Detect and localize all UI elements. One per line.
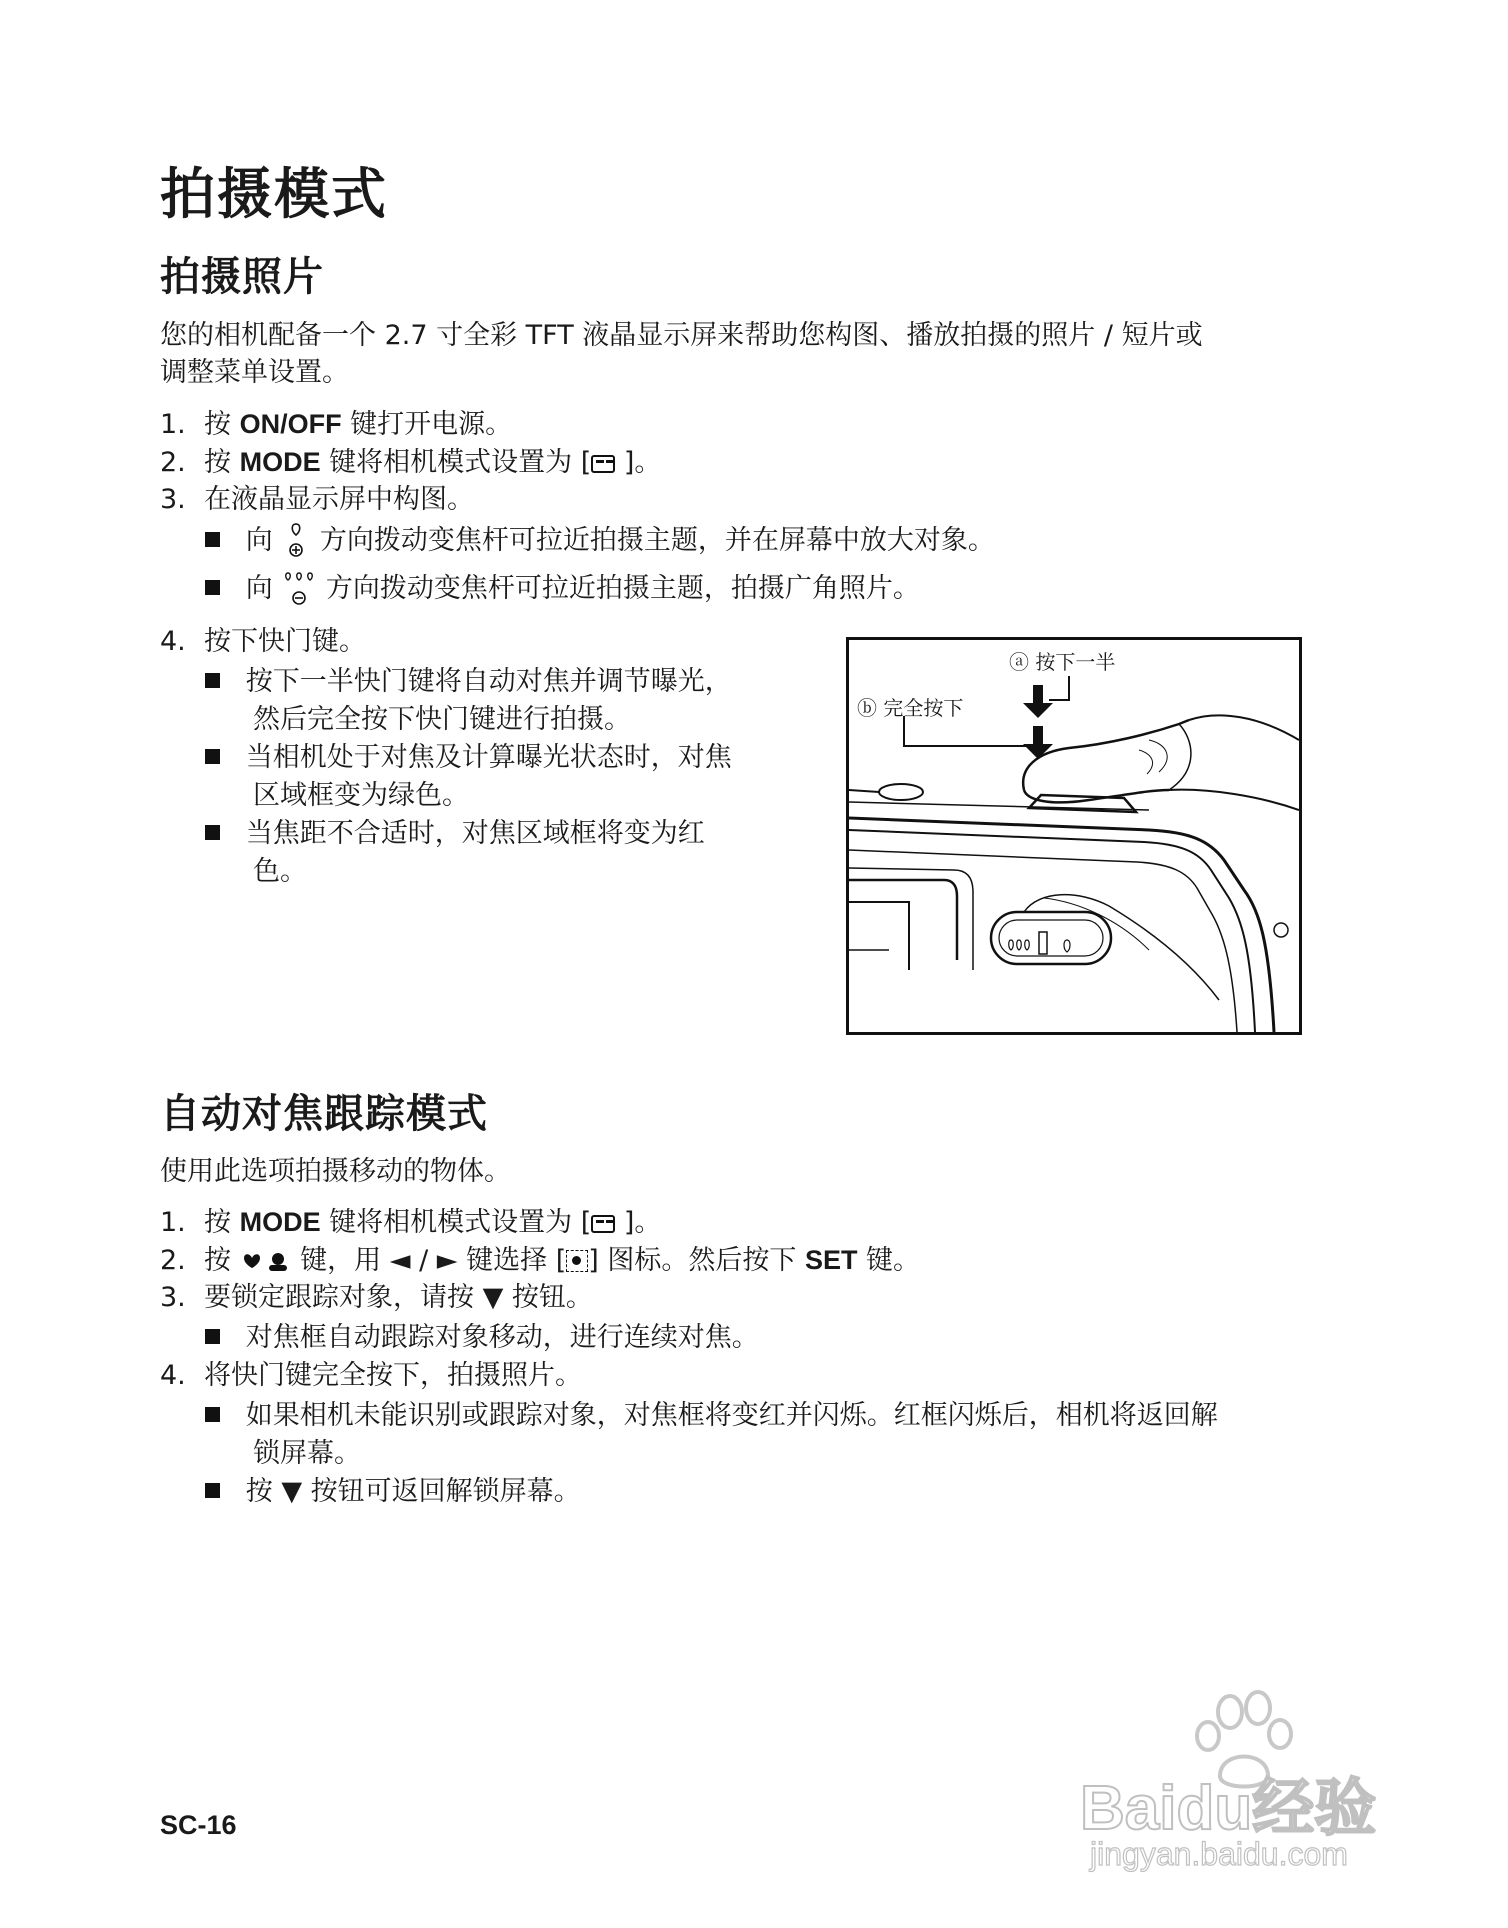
mode-key-label: MODE [239, 1207, 321, 1237]
page-number: SC-16 [160, 1810, 237, 1840]
step-number: 1. [160, 1207, 186, 1238]
step-4-bullet-3 [205, 815, 705, 853]
step-text: ] 图标。然后按下 [588, 1245, 805, 1276]
step-4 [160, 623, 366, 661]
bullet-square-icon [205, 1483, 220, 1498]
bullet-text: 方向拨动变焦杆可拉近拍摄主题，拍摄广角照片。 [317, 573, 920, 604]
step-text: 键将相机模式设置为 [ [320, 1207, 592, 1238]
s2-step-4-bullet-1 [205, 1397, 1218, 1435]
on-off-key-label: ON/OFF [239, 409, 342, 439]
step-number: 4. [160, 626, 186, 657]
step-text: ]。 [615, 1207, 662, 1238]
bullet-square-icon [205, 532, 220, 547]
s2-step-4-bullet-1-cont: 锁屏幕。 [253, 1438, 361, 1469]
step-text: 按 [204, 1207, 240, 1238]
bullet-square-icon [205, 673, 220, 688]
step-number: 3. [160, 484, 186, 515]
bullet-text: 当相机处于对焦及计算曝光状态时，对焦 [245, 742, 732, 773]
bullet-text: 按 ▼ 按钮可返回解锁屏幕。 [245, 1476, 581, 1507]
full-press-label: ⓑ 完全按下 [857, 696, 964, 720]
step-text: 键打开电源。 [341, 409, 513, 440]
shutter-press-figure [846, 637, 1302, 1035]
step-text: 键，用 ◄ / ► 键选择 [ [291, 1245, 567, 1276]
step-number: 1. [160, 409, 186, 440]
macro-face-icon [240, 1245, 292, 1283]
step-text: 要锁定跟踪对象，请按 ▼ 按钮。 [204, 1282, 593, 1313]
step-3-bullet-1 [205, 521, 995, 560]
set-key-label: SET [804, 1245, 858, 1275]
section-heading-af-tracking: 自动对焦跟踪模式 [160, 1091, 488, 1137]
step-text: ]。 [615, 447, 662, 478]
s2-step-3-bullet-1 [205, 1319, 759, 1357]
bullet-text: 当焦距不合适时，对焦区域框将变为红 [245, 818, 705, 849]
zoom-tele-icon [281, 521, 311, 559]
intro-line-1: 您的相机配备一个 2.7 寸全彩 TFT 液晶显示屏来帮助您构图、播放拍摄的照片 / 短片或 [160, 320, 1203, 351]
step-number: 3. [160, 1282, 186, 1313]
mode-key-label: MODE [239, 447, 321, 477]
intro-line-2: 调整菜单设置。 [160, 357, 349, 388]
s2-step-1 [160, 1203, 661, 1242]
bullet-square-icon [205, 749, 220, 764]
step-1 [160, 405, 512, 444]
section2-intro: 使用此选项拍摄移动的物体。 [160, 1156, 511, 1187]
s2-step-4-bullet-2 [205, 1473, 581, 1511]
bullet-text: 如果相机未能识别或跟踪对象，对焦框将变红并闪烁。红框闪烁后，相机将返回解 [245, 1400, 1218, 1431]
step-text: 将快门键完全按下，拍摄照片。 [204, 1360, 582, 1391]
bullet-square-icon [205, 1407, 220, 1422]
bullet-text: 对焦框自动跟踪对象移动，进行连续对焦。 [245, 1322, 759, 1353]
step-2 [160, 443, 661, 482]
step-4-bullet-3-cont: 色。 [253, 856, 307, 887]
section-heading-photo: 拍摄照片 [160, 254, 324, 300]
step-text: 在液晶显示屏中构图。 [204, 484, 474, 515]
step-4-bullet-1-cont: 然后完全按下快门键进行拍摄。 [253, 704, 631, 735]
step-3-bullet-2 [205, 569, 920, 608]
watermark-url: jingyan.baidu.com [1090, 1836, 1348, 1872]
step-text: 键。 [857, 1245, 921, 1276]
half-press-label: ⓐ 按下一半 [1009, 650, 1116, 674]
page-title: 拍摄模式 [160, 162, 389, 226]
step-text: 按 [204, 447, 240, 478]
bullet-text: 向 [245, 525, 282, 556]
af-tracking-icon [566, 1250, 588, 1272]
bullet-text: 向 [245, 573, 282, 604]
step-text: 按 [204, 409, 240, 440]
step-4-bullet-2-cont: 区域框变为绿色。 [253, 780, 469, 811]
bullet-square-icon [205, 580, 220, 595]
step-number: 2. [160, 447, 186, 478]
s2-step-2 [160, 1241, 920, 1283]
zoom-wide-icon [281, 569, 317, 607]
bullet-square-icon [205, 825, 220, 840]
step-4-bullet-2 [205, 739, 732, 777]
step-4-bullet-1 [205, 663, 732, 701]
bullet-text: 方向拨动变焦杆可拉近拍摄主题，并在屏幕中放大对象。 [311, 525, 995, 556]
camera-mode-icon [591, 1215, 615, 1233]
bullet-text: 按下一半快门键将自动对焦并调节曝光， [245, 666, 732, 697]
watermark-brand: Baidu经验 [1080, 1774, 1377, 1843]
step-text: 按下快门键。 [204, 626, 366, 657]
s2-step-3 [160, 1279, 593, 1317]
step-text: 按 [204, 1245, 240, 1276]
bullet-square-icon [205, 1329, 220, 1344]
step-text: 键将相机模式设置为 [ [320, 447, 592, 478]
s2-step-4 [160, 1357, 582, 1395]
step-3 [160, 481, 474, 519]
baidu-watermark [1080, 1690, 1460, 1880]
camera-mode-icon [591, 455, 615, 473]
step-number: 2. [160, 1245, 186, 1276]
step-number: 4. [160, 1360, 186, 1391]
